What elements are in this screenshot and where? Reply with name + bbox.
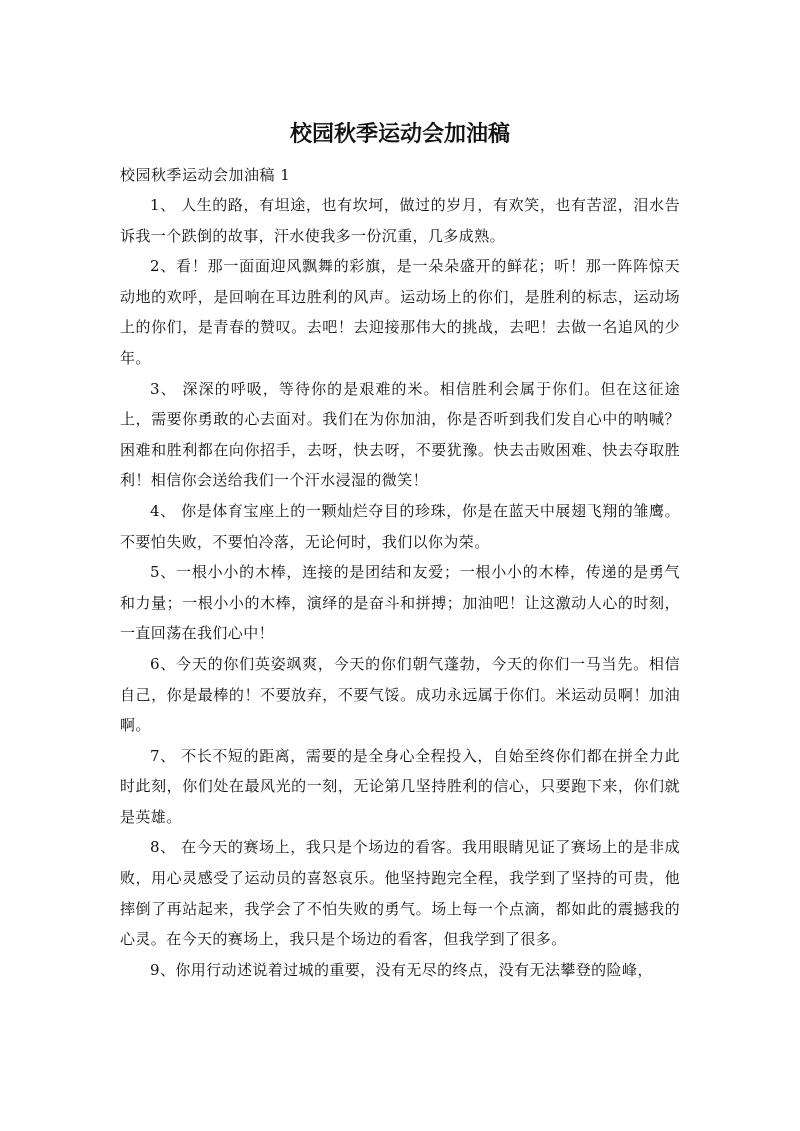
paragraph: 8、 在今天的赛场上，我只是个场边的看客。我用眼睛见证了赛场上的是非成败，用心灵感受了运动员的喜怒哀乐。他坚持跑完全程，我学到了坚持的可贵，他摔倒了再站起来，我学会了不怕失败的勇气。场上每一个点滴，都如此的震撼我的心灵。在今天的赛场上，我只是个场边的看客，但我学到了很多。 [120,838,680,949]
paragraph: 4、 你是体育宝座上的一颗灿烂夺目的珍珠，你是在蓝天中展翅飞翔的雏鹰。不要怕失败，不要怕冷落，无论何时，我们以你为荣。 [120,501,680,551]
paragraph: 3、 深深的呼吸，等待你的是艰难的米。相信胜利会属于你们。但在这征途上，需要你勇敢的心去面对。我们在为你加油，你是否听到我们发自心中的呐喊？困难和胜利都在向你招手，去呀，快去呀，不要犹豫。快去击败困难、快去夺取胜利！相信你会送给我们一个汗水浸湿的微笑！ [120,379,680,490]
paragraph-list [120,190,680,985]
document-subtitle: 校园秋季运动会加油稿 1 [120,166,291,184]
paragraph: 5、一根小小的木棒，连接的是团结和友爱；一根小小的木棒，传递的是勇气和力量；一根小小的木棒，演绎的是奋斗和拼搏；加油吧！让这激动人心的时刻，一直回荡在我们心中！ [120,563,680,643]
paragraph: 2、看！那一面面迎风飘舞的彩旗，是一朵朵盛开的鲜花；听！那一阵阵惊天动地的欢呼，是回响在耳边胜利的风声。运动场上的你们，是胜利的标志，运动场上的你们，是青春的赞叹。去吧！去迎接那伟大的挑战，去吧！去做一名追风的少年。 [120,257,680,367]
paragraph: 7、 不长不短的距离，需要的是全身心全程投入，自始至终你们都在拼全力此时此刻，你们处在最风光的一刻，无论第几坚持胜利的信心，只要跑下来，你们就是英雄。 [120,746,680,826]
paragraph: 6、今天的你们英姿飒爽，今天的你们朝气蓬勃，今天的你们一马当先。相信自己，你是最棒的！不要放弃，不要气馁。成功永远属于你们。米运动员啊！加油啊。 [120,654,680,735]
paragraph: 9、你用行动述说着过城的重要，没有无尽的终点，没有无法攀登的险峰， [150,960,653,979]
document-body [120,160,680,985]
paragraph: 1、 人生的路，有坦途，也有坎坷，做过的岁月，有欢笑，也有苦涩，泪水告诉我一个跌倒的故事，汗水使我多一份沉重，几多成熟。 [120,196,680,245]
document-title: 校园秋季运动会加油稿 [289,122,510,147]
